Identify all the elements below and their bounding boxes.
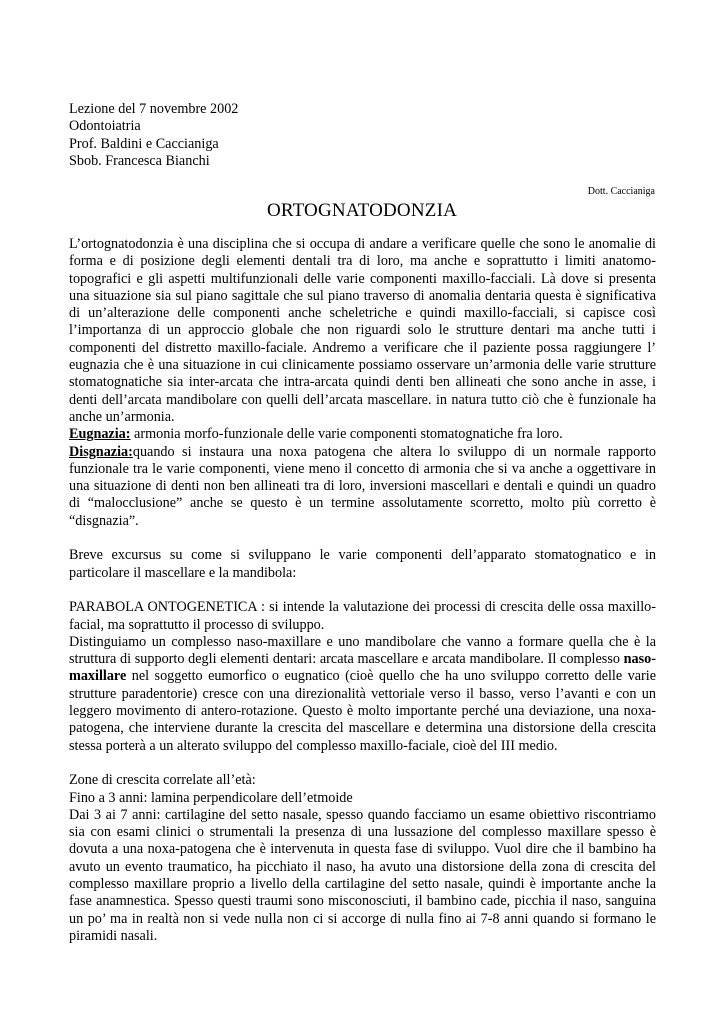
lecture-header [69,101,238,171]
professors: Prof. Baldini e Caccianiga [69,135,219,152]
intro-paragraph: L’ortognatodonzia è una disciplina che si occupa di andare a verificare quelle che sono le anomalie di forma e di posizione degli elementi dentali tra di loro, ma anche e soprattutto i limiti anatomo-topografici e gli aspetti multifunzionali delle varie componenti maxillo-facciali. Là dove si presenta una situazione sia sul piano sagittale che sul piano traverso di anomalia dentaria questa è significativa di un’alterazione delle componenti anche scheletriche e quindi maxillo-facciali, si capisce così l’importanza di un approccio globale che non riguardi solo le strutture dentari ma anche tutti i componenti del distretto maxillo-faciale. Andremo a verificare che il paziente possa raggiungere l’ eugnazia che è una situazione in cui clinicamente possiamo osservare un’armonia delle varie strutture stomatognatiche sia inter-arcata che intra-arcata quindi denti ben allineati che sono anche in asse, i denti dell’arcata mandibolare con quelli dell’arcata mascellare. in natura tutto ciò che è funzionale ha anche un’armonia. [69,236,656,425]
zone-dai-3-ai-7-anni: Dai 3 ai 7 anni: cartilagine del setto nasale, spesso quando facciamo un esame obiettivo riscontriamo sia con esami clinici o strumentali la presenza di una lussazione del complesso maxillare spesso è dovuta a una noxa-patogena che è intervenuta in questa fase di sviluppo. Vuol dire che il bambino ha avuto un evento traumatico, ha picchiato il naso, ha avuto una distorsione della zona di crescita del complesso maxillare proprio a livello della cartilagine del setto nasale, quindi è importante anche la fase anamnestica. Spesso questi traumi sono misconosciuti, il bambino cade, picchia il naso, sanguina un po’ ma in realtà non si vede nulla non ci si accorge di nulla fino ai 7-8 anni quando si formano le piramidi nasali. [69,806,656,944]
parabola-paragraph: PARABOLA ONTOGENETICA : si intende la valutazione dei processi di crescita delle ossa maxillo-facial, ma soprattutto il processo di sviluppo. [69,599,656,633]
disgnazia-definition [69,444,656,530]
eugnazia-text: armonia morfo-funzionale delle varie componenti stomatognatiche fra loro. [130,426,563,443]
complesso-paragraph [69,634,656,755]
excursus-paragraph: Breve excursus su come si sviluppano le varie componenti dell’apparato stomatognatico e in particolare il mascellare e la mandibola: [69,547,656,581]
zone-intro: Zone di crescita correlate all’età: [69,772,256,789]
zone-fino-3-anni: Fino a 3 anni: lamina perpendicolare dell’etmoide [69,789,353,806]
document-body [69,236,656,945]
course-name: Odontoiatria [69,118,141,135]
complesso-text-before: Distinguiamo un complesso naso-maxillare e uno mandibolare che vanno a formare quella che è la struttura di supporto degli elementi dentari: arcata mascellare e arcata mandibolare. Il complesso [69,633,656,668]
disgnazia-term: Disgnazia: [69,443,133,460]
eugnazia-definition [69,426,656,443]
eugnazia-term: Eugnazia: [69,426,131,443]
doctor-name: Dott. Caccianiga [587,186,655,197]
page-title: ORTOGNATODONZIA [266,200,458,221]
complesso-text-after: nel soggetto eumorfico o eugnatico (cioè quello che ha uno sviluppo corretto delle varie strutture paradentorie) cresce con una direzionalità vettoriale verso il basso, verso l’avanti e con un leggero movimento di antero-rotazione. Questo è molto importante perché una deviazione, una noxa-patogena, che interviene durante la crescita del mascellare e determina una distorsione della crescita stessa porterà a un alterato sviluppo del complesso maxillo-faciale, cioè del III medio. [69,668,656,754]
disgnazia-text: quando si instaura una noxa patogena che altera lo sviluppo di un normale rapporto funzionale tra le varie componenti, viene meno il concetto di armonia che si va anche a oggettivare in una situazione di denti non ben allineati tra di loro, inversioni mascellari e dentali e quindi un quadro di “malocclusione” anche se questo è un termine assolutamente scorretto, molto più corretto è “disgnazia”. [69,443,656,529]
lecture-date: Lezione del 7 novembre 2002 [69,101,239,117]
transcriber: Sbob. Francesca Bianchi [69,153,210,170]
complesso-bold-term: naso-maxillare [69,651,656,685]
